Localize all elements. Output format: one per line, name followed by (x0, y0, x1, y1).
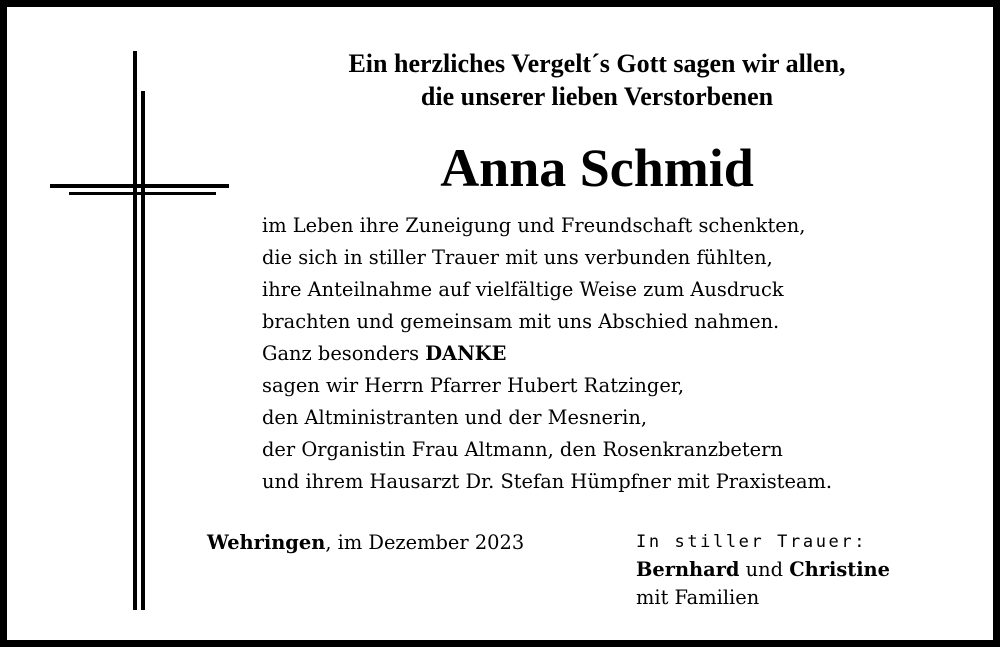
body-line: der Organistin Frau Altmann, den Rosenkranzbetern (262, 438, 783, 461)
deceased-name: Anna Schmid (440, 138, 754, 198)
thanks-heading (267, 47, 927, 113)
mourner-name: Bernhard (636, 558, 740, 581)
heading-line-1: Ein herzliches Vergelt´s Gott sagen wir allen, (348, 49, 846, 78)
mourner-name: Christine (789, 558, 890, 581)
place-date (207, 528, 524, 558)
danke-emphasis: DANKE (425, 342, 507, 365)
name-connector: und (739, 558, 790, 581)
mourner-names (636, 556, 890, 584)
body-line: den Altministranten und der Mesnerin, (262, 406, 648, 429)
body-line: im Leben ihre Zuneigung und Freundschaft schenkten, (262, 214, 806, 237)
body-line: brachten und gemeinsam mit uns Abschied nahmen. (262, 310, 780, 333)
mourning-intro: In stiller Trauer: (636, 532, 868, 552)
town-name: Wehringen (207, 531, 326, 554)
body-line: ihre Anteilnahme auf vielfältige Weise zum Ausdruck (262, 278, 784, 301)
body-line: die sich in stiller Trauer mit uns verbunden fühlten, (262, 246, 773, 269)
family-line: mit Familien (636, 586, 760, 609)
body-line: sagen wir Herrn Pfarrer Hubert Ratzinger, (262, 374, 685, 397)
thanks-body (262, 210, 942, 498)
body-line: und ihrem Hausarzt Dr. Stefan Hümpfner mit Praxisteam. (262, 470, 833, 493)
body-text-fragment: Ganz besonders (262, 342, 426, 365)
date-text: , im Dezember 2023 (325, 531, 525, 554)
mourners-block (636, 528, 890, 612)
heading-line-2: die unserer lieben Verstorbenen (420, 82, 774, 111)
body-line (262, 338, 942, 370)
